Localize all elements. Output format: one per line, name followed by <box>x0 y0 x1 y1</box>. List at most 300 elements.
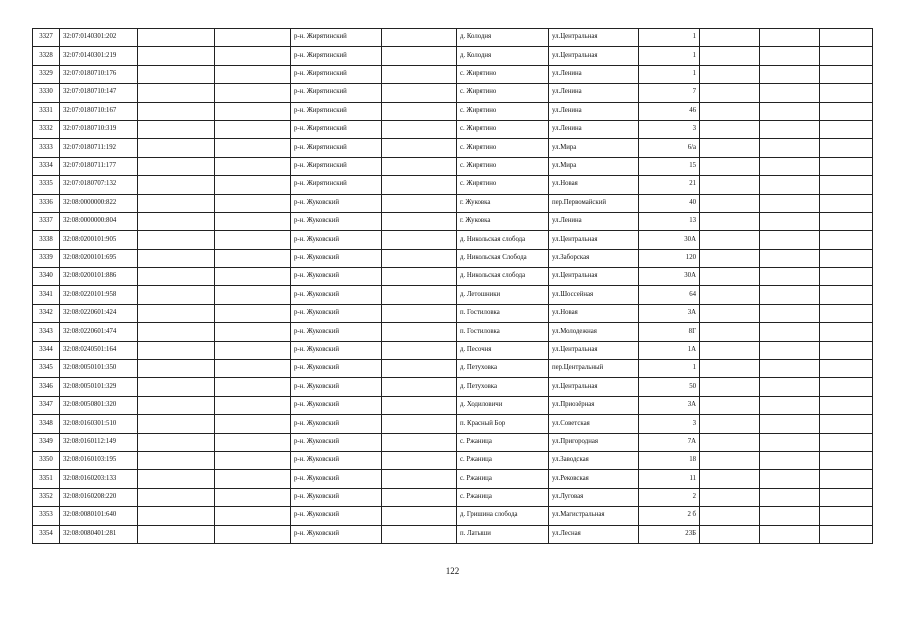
empty-cell <box>382 102 457 120</box>
house-number-cell: 3 <box>639 415 700 433</box>
cadastral-number-cell: 32:08:0240501:164 <box>60 341 138 359</box>
cadastral-number-cell: 32:08:0050101:329 <box>60 378 138 396</box>
empty-cell <box>820 231 873 249</box>
row-number-cell: 3339 <box>33 249 60 267</box>
table-row <box>33 268 873 286</box>
empty-cell <box>820 488 873 506</box>
empty-cell <box>700 488 760 506</box>
empty-cell <box>215 231 291 249</box>
cadastral-number-cell: 32:07:0180710:147 <box>60 84 138 102</box>
empty-cell <box>215 451 291 469</box>
row-number-cell: 3340 <box>33 268 60 286</box>
row-number-cell: 3337 <box>33 212 60 230</box>
empty-cell <box>382 378 457 396</box>
row-number-cell: 3343 <box>33 323 60 341</box>
table-row <box>33 194 873 212</box>
locality-cell: п. Красный Бор <box>457 415 549 433</box>
records-table <box>32 28 873 544</box>
table-row <box>33 176 873 194</box>
row-number-cell: 3349 <box>33 433 60 451</box>
district-cell: р-н. Жирятинский <box>291 29 382 47</box>
locality-cell: д. Ходиловичи <box>457 396 549 414</box>
empty-cell <box>215 304 291 322</box>
locality-cell: д. Песочня <box>457 341 549 359</box>
empty-cell <box>138 231 215 249</box>
cadastral-number-cell: 32:08:0000000:822 <box>60 194 138 212</box>
locality-cell: д. Летошники <box>457 286 549 304</box>
empty-cell <box>215 139 291 157</box>
empty-cell <box>820 507 873 525</box>
locality-cell: п. Латыши <box>457 525 549 543</box>
empty-cell <box>760 29 820 47</box>
district-cell: р-н. Жуковский <box>291 451 382 469</box>
locality-cell: г. Жуковка <box>457 194 549 212</box>
street-cell: ул.Центральная <box>549 378 639 396</box>
empty-cell <box>138 47 215 65</box>
empty-cell <box>700 65 760 83</box>
empty-cell <box>700 378 760 396</box>
house-number-cell: 23Б <box>639 525 700 543</box>
row-number-cell: 3330 <box>33 84 60 102</box>
district-cell: р-н. Жуковский <box>291 415 382 433</box>
cadastral-number-cell: 32:08:0200101:695 <box>60 249 138 267</box>
district-cell: р-н. Жуковский <box>291 286 382 304</box>
cadastral-number-cell: 32:08:0160301:510 <box>60 415 138 433</box>
locality-cell: д. Петуховка <box>457 360 549 378</box>
empty-cell <box>700 120 760 138</box>
district-cell: р-н. Жуковский <box>291 304 382 322</box>
cadastral-number-cell: 32:07:0180707:132 <box>60 176 138 194</box>
empty-cell <box>138 304 215 322</box>
empty-cell <box>215 525 291 543</box>
empty-cell <box>700 212 760 230</box>
street-cell: ул.Лесная <box>549 525 639 543</box>
empty-cell <box>820 341 873 359</box>
empty-cell <box>700 286 760 304</box>
empty-cell <box>820 102 873 120</box>
empty-cell <box>215 65 291 83</box>
street-cell: ул.Приозёрная <box>549 396 639 414</box>
district-cell: р-н. Жуковский <box>291 194 382 212</box>
table-row <box>33 433 873 451</box>
row-number-cell: 3342 <box>33 304 60 322</box>
empty-cell <box>215 360 291 378</box>
table-row <box>33 231 873 249</box>
empty-cell <box>700 102 760 120</box>
street-cell: ул.Магистральная <box>549 507 639 525</box>
empty-cell <box>215 378 291 396</box>
locality-cell: с. Ржаница <box>457 470 549 488</box>
empty-cell <box>760 268 820 286</box>
table-row <box>33 29 873 47</box>
cadastral-number-cell: 32:07:0180710:176 <box>60 65 138 83</box>
street-cell: ул.Мира <box>549 139 639 157</box>
row-number-cell: 3352 <box>33 488 60 506</box>
row-number-cell: 3344 <box>33 341 60 359</box>
empty-cell <box>382 451 457 469</box>
row-number-cell: 3335 <box>33 176 60 194</box>
empty-cell <box>760 65 820 83</box>
district-cell: р-н. Жуковский <box>291 470 382 488</box>
row-number-cell: 3327 <box>33 29 60 47</box>
empty-cell <box>138 525 215 543</box>
empty-cell <box>700 231 760 249</box>
empty-cell <box>760 47 820 65</box>
empty-cell <box>820 176 873 194</box>
locality-cell: с. Жирятино <box>457 84 549 102</box>
district-cell: р-н. Жуковский <box>291 212 382 230</box>
empty-cell <box>382 84 457 102</box>
street-cell: ул.Шоссейная <box>549 286 639 304</box>
empty-cell <box>138 176 215 194</box>
empty-cell <box>138 433 215 451</box>
empty-cell <box>215 488 291 506</box>
cadastral-number-cell: 32:07:0180710:319 <box>60 120 138 138</box>
district-cell: р-н. Жирятинский <box>291 102 382 120</box>
empty-cell <box>138 120 215 138</box>
row-number-cell: 3348 <box>33 415 60 433</box>
house-number-cell: 6/а <box>639 139 700 157</box>
empty-cell <box>820 360 873 378</box>
empty-cell <box>215 268 291 286</box>
empty-cell <box>138 451 215 469</box>
empty-cell <box>138 323 215 341</box>
empty-cell <box>700 304 760 322</box>
empty-cell <box>382 194 457 212</box>
empty-cell <box>215 84 291 102</box>
house-number-cell: 1 <box>639 47 700 65</box>
table-row <box>33 525 873 543</box>
empty-cell <box>820 139 873 157</box>
empty-cell <box>215 157 291 175</box>
empty-cell <box>760 341 820 359</box>
locality-cell: д. Колодня <box>457 29 549 47</box>
empty-cell <box>138 157 215 175</box>
empty-cell <box>760 360 820 378</box>
table-row <box>33 378 873 396</box>
house-number-cell: 120 <box>639 249 700 267</box>
empty-cell <box>760 286 820 304</box>
empty-cell <box>138 212 215 230</box>
row-number-cell: 3354 <box>33 525 60 543</box>
house-number-cell: 64 <box>639 286 700 304</box>
locality-cell: с. Ржаница <box>457 488 549 506</box>
district-cell: р-н. Жирятинский <box>291 139 382 157</box>
row-number-cell: 3351 <box>33 470 60 488</box>
row-number-cell: 3346 <box>33 378 60 396</box>
table-row <box>33 65 873 83</box>
house-number-cell: 1 <box>639 65 700 83</box>
table-row <box>33 360 873 378</box>
empty-cell <box>215 120 291 138</box>
street-cell: ул.Рековская <box>549 470 639 488</box>
district-cell: р-н. Жирятинский <box>291 120 382 138</box>
empty-cell <box>382 360 457 378</box>
street-cell: ул.Ленина <box>549 102 639 120</box>
street-cell: ул.Молодежная <box>549 323 639 341</box>
cadastral-number-cell: 32:08:0220601:424 <box>60 304 138 322</box>
table-row <box>33 102 873 120</box>
locality-cell: с. Жирятино <box>457 65 549 83</box>
empty-cell <box>760 120 820 138</box>
table-row <box>33 507 873 525</box>
empty-cell <box>382 507 457 525</box>
house-number-cell: 2 б <box>639 507 700 525</box>
empty-cell <box>215 396 291 414</box>
street-cell: ул.Новая <box>549 176 639 194</box>
empty-cell <box>215 507 291 525</box>
empty-cell <box>138 249 215 267</box>
locality-cell: с. Ржаница <box>457 433 549 451</box>
empty-cell <box>760 433 820 451</box>
empty-cell <box>382 212 457 230</box>
empty-cell <box>138 286 215 304</box>
empty-cell <box>700 29 760 47</box>
empty-cell <box>760 139 820 157</box>
house-number-cell: 13 <box>639 212 700 230</box>
empty-cell <box>700 433 760 451</box>
table-row <box>33 47 873 65</box>
cadastral-number-cell: 32:08:0200101:886 <box>60 268 138 286</box>
empty-cell <box>382 415 457 433</box>
empty-cell <box>382 286 457 304</box>
table-row <box>33 323 873 341</box>
empty-cell <box>138 378 215 396</box>
street-cell: ул.Новая <box>549 304 639 322</box>
street-cell: ул.Заборская <box>549 249 639 267</box>
empty-cell <box>382 304 457 322</box>
table-row <box>33 341 873 359</box>
cadastral-number-cell: 32:08:0050801:320 <box>60 396 138 414</box>
empty-cell <box>382 249 457 267</box>
cadastral-number-cell: 32:08:0000000:804 <box>60 212 138 230</box>
table-row <box>33 249 873 267</box>
empty-cell <box>700 84 760 102</box>
street-cell: ул.Ленина <box>549 212 639 230</box>
empty-cell <box>215 415 291 433</box>
empty-cell <box>820 157 873 175</box>
street-cell: ул.Ленина <box>549 84 639 102</box>
table-row <box>33 415 873 433</box>
district-cell: р-н. Жирятинский <box>291 65 382 83</box>
row-number-cell: 3345 <box>33 360 60 378</box>
table-row <box>33 139 873 157</box>
cadastral-number-cell: 32:08:0200101:905 <box>60 231 138 249</box>
house-number-cell: 15 <box>639 157 700 175</box>
empty-cell <box>820 304 873 322</box>
cadastral-number-cell: 32:08:0220601:474 <box>60 323 138 341</box>
empty-cell <box>820 268 873 286</box>
table-row <box>33 396 873 414</box>
empty-cell <box>138 194 215 212</box>
empty-cell <box>215 341 291 359</box>
empty-cell <box>760 415 820 433</box>
district-cell: р-н. Жуковский <box>291 249 382 267</box>
locality-cell: с. Жирятино <box>457 120 549 138</box>
empty-cell <box>820 120 873 138</box>
street-cell: ул.Советская <box>549 415 639 433</box>
empty-cell <box>820 65 873 83</box>
empty-cell <box>760 212 820 230</box>
empty-cell <box>760 488 820 506</box>
street-cell: ул.Ленина <box>549 65 639 83</box>
street-cell: ул.Луговая <box>549 488 639 506</box>
locality-cell: с. Жирятино <box>457 176 549 194</box>
house-number-cell: 46 <box>639 102 700 120</box>
empty-cell <box>760 102 820 120</box>
street-cell: ул.Центральная <box>549 341 639 359</box>
row-number-cell: 3338 <box>33 231 60 249</box>
table-row <box>33 84 873 102</box>
empty-cell <box>138 470 215 488</box>
table-row <box>33 488 873 506</box>
empty-cell <box>760 507 820 525</box>
empty-cell <box>382 268 457 286</box>
table-row <box>33 157 873 175</box>
empty-cell <box>138 396 215 414</box>
empty-cell <box>138 507 215 525</box>
empty-cell <box>820 433 873 451</box>
district-cell: р-н. Жуковский <box>291 507 382 525</box>
empty-cell <box>700 268 760 286</box>
row-number-cell: 3329 <box>33 65 60 83</box>
empty-cell <box>382 29 457 47</box>
street-cell: пер.Центральный <box>549 360 639 378</box>
empty-cell <box>820 84 873 102</box>
locality-cell: с. Жирятино <box>457 157 549 175</box>
empty-cell <box>382 470 457 488</box>
empty-cell <box>700 249 760 267</box>
cadastral-number-cell: 32:07:0140301:219 <box>60 47 138 65</box>
empty-cell <box>700 360 760 378</box>
empty-cell <box>382 231 457 249</box>
cadastral-number-cell: 32:07:0180711:192 <box>60 139 138 157</box>
empty-cell <box>700 525 760 543</box>
cadastral-number-cell: 32:07:0180711:177 <box>60 157 138 175</box>
page-number: 122 <box>445 566 460 576</box>
row-number-cell: 3353 <box>33 507 60 525</box>
house-number-cell: 40 <box>639 194 700 212</box>
district-cell: р-н. Жирятинский <box>291 176 382 194</box>
empty-cell <box>215 433 291 451</box>
cadastral-number-cell: 32:08:0050101:350 <box>60 360 138 378</box>
district-cell: р-н. Жирятинский <box>291 47 382 65</box>
empty-cell <box>382 157 457 175</box>
street-cell: ул.Центральная <box>549 268 639 286</box>
empty-cell <box>215 176 291 194</box>
locality-cell: д. Колодня <box>457 47 549 65</box>
empty-cell <box>382 341 457 359</box>
empty-cell <box>382 120 457 138</box>
empty-cell <box>700 507 760 525</box>
district-cell: р-н. Жуковский <box>291 231 382 249</box>
empty-cell <box>215 212 291 230</box>
street-cell: ул.Пригородная <box>549 433 639 451</box>
row-number-cell: 3350 <box>33 451 60 469</box>
empty-cell <box>138 488 215 506</box>
house-number-cell: 8Г <box>639 323 700 341</box>
house-number-cell: 50 <box>639 378 700 396</box>
locality-cell: д. Петуховка <box>457 378 549 396</box>
locality-cell: с. Ржаница <box>457 451 549 469</box>
empty-cell <box>820 378 873 396</box>
empty-cell <box>138 139 215 157</box>
row-number-cell: 3336 <box>33 194 60 212</box>
empty-cell <box>820 415 873 433</box>
locality-cell: д. Гришина слобода <box>457 507 549 525</box>
empty-cell <box>760 323 820 341</box>
empty-cell <box>215 194 291 212</box>
house-number-cell: 18 <box>639 451 700 469</box>
empty-cell <box>820 396 873 414</box>
house-number-cell: 30А <box>639 231 700 249</box>
house-number-cell: 21 <box>639 176 700 194</box>
empty-cell <box>760 194 820 212</box>
empty-cell <box>215 102 291 120</box>
empty-cell <box>700 176 760 194</box>
empty-cell <box>700 194 760 212</box>
empty-cell <box>138 102 215 120</box>
street-cell: пер.Первомайский <box>549 194 639 212</box>
locality-cell: д. Никольская Слобода <box>457 249 549 267</box>
row-number-cell: 3332 <box>33 120 60 138</box>
cadastral-number-cell: 32:08:0160208:220 <box>60 488 138 506</box>
empty-cell <box>820 47 873 65</box>
empty-cell <box>820 451 873 469</box>
empty-cell <box>215 286 291 304</box>
table-row <box>33 451 873 469</box>
locality-cell: д. Никольская слобода <box>457 268 549 286</box>
empty-cell <box>820 286 873 304</box>
empty-cell <box>700 139 760 157</box>
empty-cell <box>382 396 457 414</box>
empty-cell <box>215 470 291 488</box>
locality-cell: п. Гостиловка <box>457 304 549 322</box>
empty-cell <box>760 84 820 102</box>
house-number-cell: 30А <box>639 268 700 286</box>
street-cell: ул.Центральная <box>549 47 639 65</box>
cadastral-number-cell: 32:08:0160112:149 <box>60 433 138 451</box>
empty-cell <box>138 415 215 433</box>
district-cell: р-н. Жуковский <box>291 378 382 396</box>
empty-cell <box>138 268 215 286</box>
locality-cell: с. Жирятино <box>457 102 549 120</box>
empty-cell <box>820 525 873 543</box>
empty-cell <box>138 29 215 47</box>
empty-cell <box>760 378 820 396</box>
empty-cell <box>382 525 457 543</box>
district-cell: р-н. Жуковский <box>291 396 382 414</box>
table-row <box>33 120 873 138</box>
empty-cell <box>760 249 820 267</box>
empty-cell <box>138 360 215 378</box>
district-cell: р-н. Жуковский <box>291 268 382 286</box>
empty-cell <box>700 157 760 175</box>
locality-cell: с. Жирятино <box>457 139 549 157</box>
district-cell: р-н. Жирятинский <box>291 157 382 175</box>
street-cell: ул.Заводская <box>549 451 639 469</box>
empty-cell <box>700 323 760 341</box>
empty-cell <box>382 176 457 194</box>
locality-cell: д. Никольская слобода <box>457 231 549 249</box>
empty-cell <box>760 304 820 322</box>
table-row <box>33 286 873 304</box>
cadastral-number-cell: 32:08:0160103:195 <box>60 451 138 469</box>
street-cell: ул.Центральная <box>549 231 639 249</box>
house-number-cell: 1 <box>639 360 700 378</box>
district-cell: р-н. Жуковский <box>291 525 382 543</box>
empty-cell <box>820 470 873 488</box>
